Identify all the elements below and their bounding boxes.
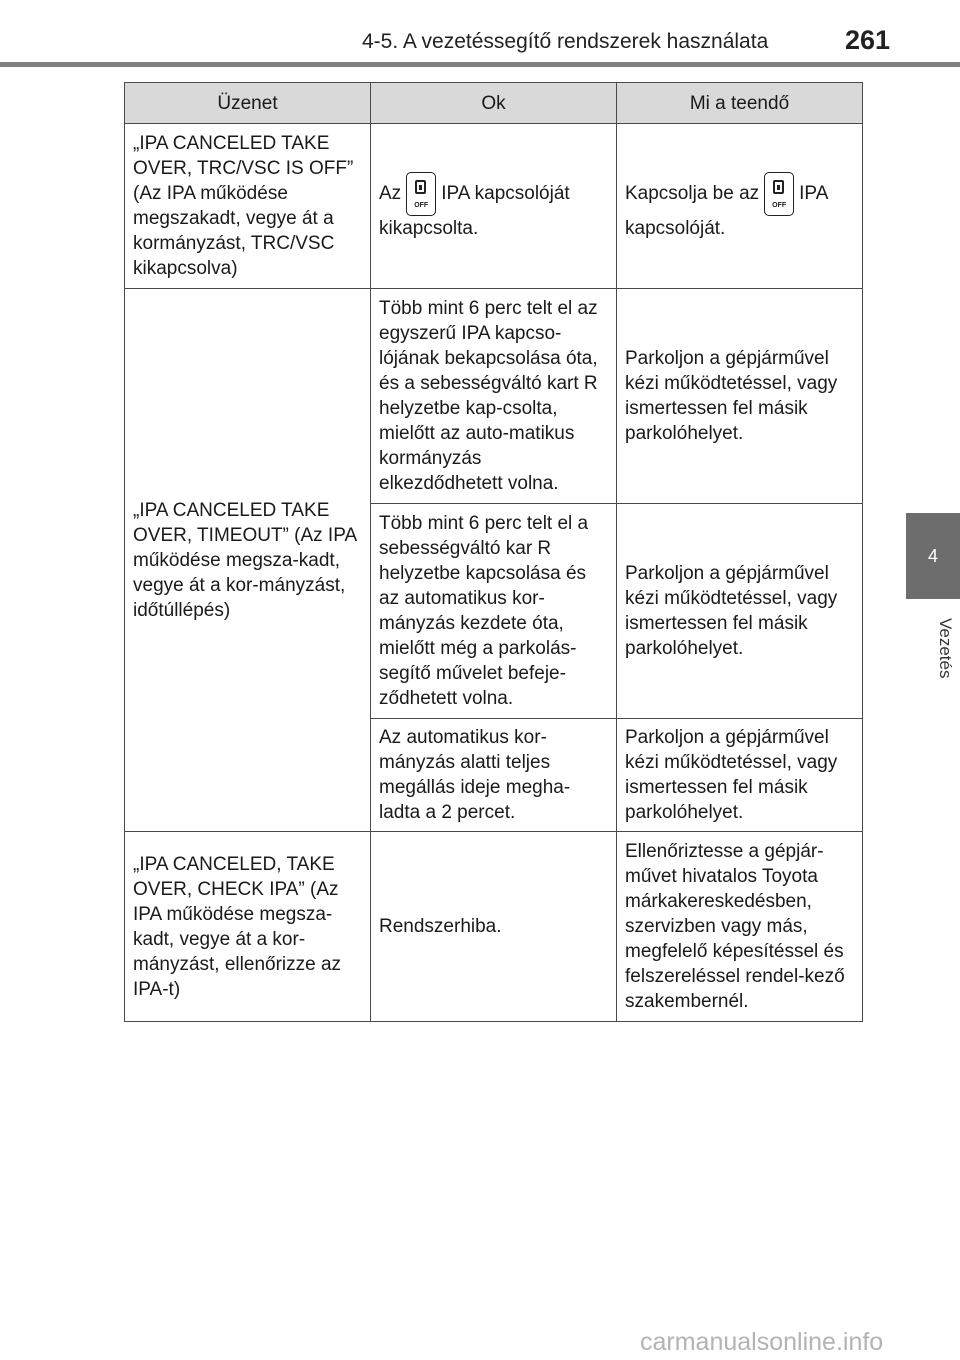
- cause-cell: Több mint 6 perc telt el az egyszerű IPA kapcso-lójának bekapcsolása óta, és a sebességváltó kart R helyzetbe kap-csolta, mielőtt az auto-matikus kormányzás elkezdődhetett volna.: [371, 289, 617, 504]
- column-header-cause: Ok: [371, 83, 617, 124]
- cause-text-before: Az: [379, 182, 402, 204]
- cause-text-after: IPA kapcsolóját kikapcsolta.: [379, 182, 570, 239]
- column-header-action: Mi a teendő: [617, 83, 863, 124]
- action-cell: Parkoljon a gépjárművel kézi működtetéssel, vagy ismertessen fel másik parkolóhelyet.: [617, 289, 863, 504]
- cause-cell: Az automatikus kor-mányzás alatti teljes megállás ideje megha-ladta a 2 percet.: [371, 719, 617, 832]
- action-cell: Ellenőriztesse a gépjár-művet hivatalos Toyota márkakereskedésben, szervizben vagy más, megfelelő képesítéssel és felszereléssel rendel-kező szakembernél.: [617, 832, 863, 1022]
- chapter-tab: [906, 513, 960, 599]
- table-header-row: [125, 83, 863, 124]
- cause-cell: Rendszerhiba.: [371, 832, 617, 1022]
- ipa-switch-icon: [406, 172, 436, 216]
- ipa-off-label: OFF: [772, 201, 787, 209]
- ipa-switch-icon: [764, 172, 794, 216]
- watermark: carmanualsonline.info: [640, 1328, 884, 1356]
- page-number: 261: [845, 25, 891, 55]
- action-text-before: Kapcsolja be az: [625, 182, 760, 204]
- cause-cell: Több mint 6 perc telt el a sebességváltó kar R helyzetbe kapcsolása és az automatikus kor-mányzás kezdete óta, mielőtt még a parkolás-segítő művelet befeje-ződhetett volna.: [371, 504, 617, 719]
- action-cell: Parkoljon a gépjárművel kézi működtetéssel, vagy ismertessen fel másik parkolóhelyet.: [617, 719, 863, 832]
- ipa-message-table: [124, 82, 863, 1022]
- action-cell: Parkoljon a gépjárművel kézi működtetéssel, vagy ismertessen fel másik parkolóhelyet.: [617, 504, 863, 719]
- table-row: [125, 832, 863, 1022]
- header-divider: [0, 62, 960, 67]
- ipa-off-label: OFF: [414, 201, 429, 209]
- action-cell: [617, 124, 863, 289]
- column-header-message: Üzenet: [125, 83, 371, 124]
- chapter-number: 4: [927, 545, 938, 566]
- table-row: [125, 124, 863, 289]
- cause-cell: [371, 124, 617, 289]
- action-text-after: IPA kapcsolóját.: [625, 182, 828, 239]
- chapter-label: Vezetés: [936, 617, 955, 679]
- section-title: 4-5. A vezetéssegítő rendszerek használata: [362, 30, 769, 53]
- message-cell: „IPA CANCELED TAKE OVER, TRC/VSC IS OFF” (Az IPA működése megszakadt, vegye át a kormányzást, TRC/VSC kikapcsolva): [125, 124, 371, 289]
- table-row: [125, 289, 863, 504]
- message-cell: „IPA CANCELED, TAKE OVER, CHECK IPA” (Az IPA működése megsza-kadt, vegye át a kor-mányzást, ellenőrizze az IPA-t): [125, 832, 371, 1022]
- message-cell: „IPA CANCELED TAKE OVER, TIMEOUT” (Az IPA működése megsza-kadt, vegye át a kor-mányzást, időtúllépés): [125, 289, 371, 832]
